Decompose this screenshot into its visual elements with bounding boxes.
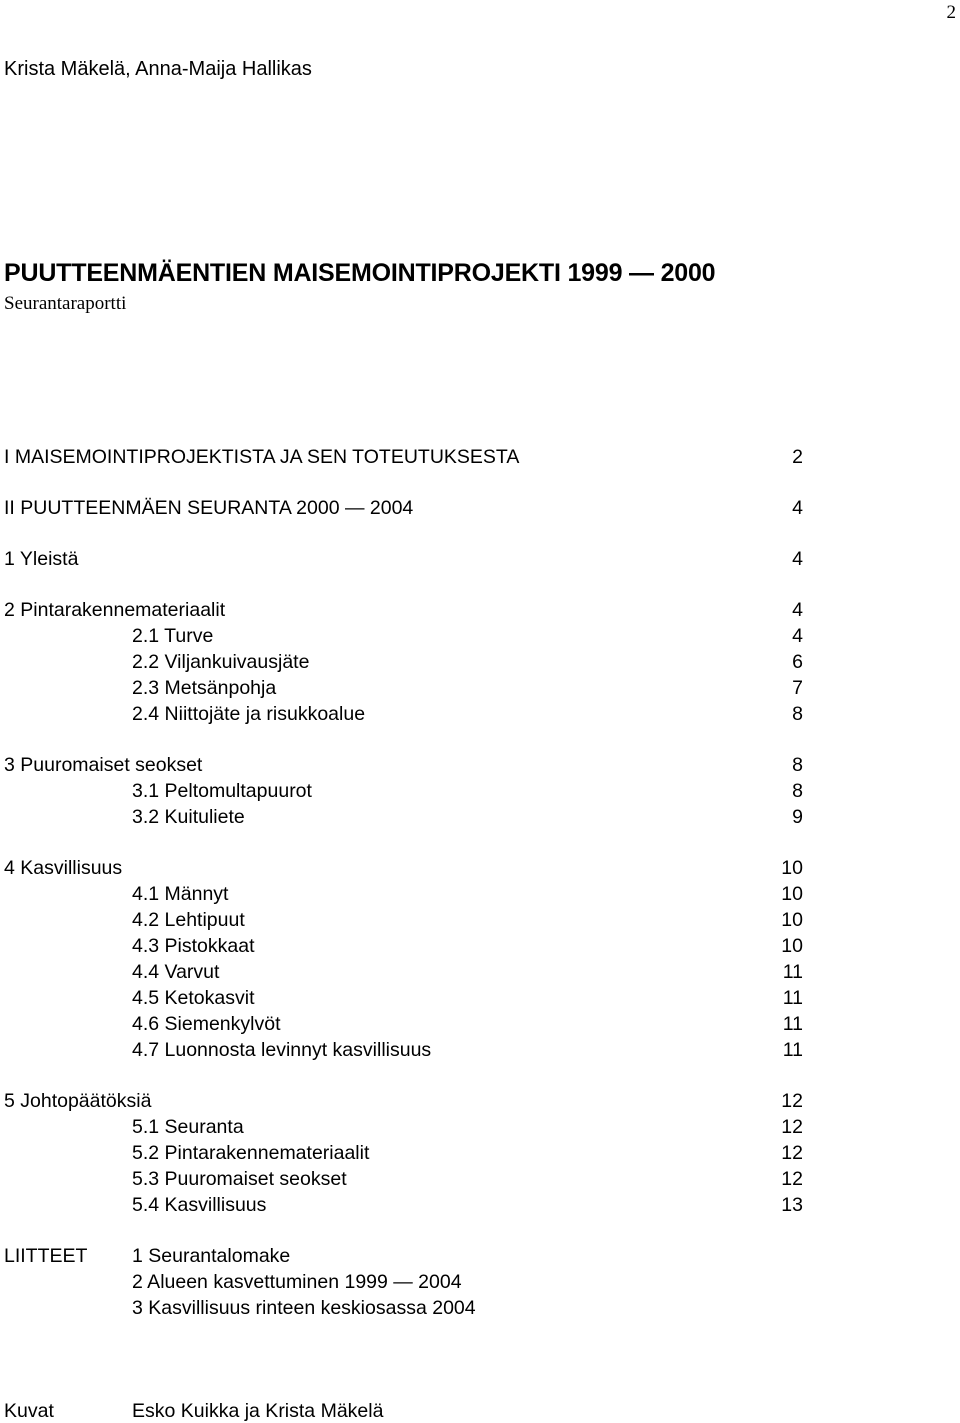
credits-value: Esko Kuikka ja Krista Mäkelä <box>132 1400 384 1422</box>
toc-entry-page: 11 <box>782 987 803 1009</box>
toc-entry-page: 4 <box>792 599 803 621</box>
toc-entry-label: 1 Yleistä <box>4 548 79 570</box>
toc-entry <box>0 1039 960 1063</box>
toc-entry <box>0 703 960 727</box>
toc-entry-page: 6 <box>792 651 803 673</box>
toc-entry <box>0 548 960 572</box>
toc-entry-label: 4.4 Varvut <box>132 961 220 983</box>
toc-entry <box>0 806 960 830</box>
toc-entry <box>0 446 960 470</box>
toc-entry-page: 2 <box>792 446 803 468</box>
toc-entry-page: 8 <box>792 780 803 802</box>
appendix-item: 2 Alueen kasvettuminen 1999 — 2004 <box>132 1271 462 1293</box>
credits-label: Kuvat <box>4 1400 54 1422</box>
toc-entry-page: 12 <box>781 1116 803 1138</box>
toc-entry <box>0 935 960 959</box>
toc-entry-page: 4 <box>792 548 803 570</box>
appendices-heading: LIITTEET <box>4 1245 88 1267</box>
toc-entry-label: 2.4 Niittojäte ja risukkoalue <box>132 703 366 725</box>
toc-entry <box>0 754 960 778</box>
toc-entry <box>0 987 960 1011</box>
toc-entry <box>0 1142 960 1166</box>
toc-entry-page: 4 <box>792 497 803 519</box>
toc-entry <box>0 1168 960 1192</box>
toc-entry-label: I MAISEMOINTIPROJEKTISTA JA SEN TOTEUTUKSESTA <box>4 446 520 468</box>
toc-entry-label: II PUUTTEENMÄEN SEURANTA 2000 — 2004 <box>4 497 414 519</box>
toc-entry-page: 4 <box>792 625 803 647</box>
toc-entry <box>0 909 960 933</box>
toc-entry <box>0 1013 960 1037</box>
toc-entry <box>0 857 960 881</box>
toc-entry-page: 10 <box>781 857 803 879</box>
toc-entry-label: 4.7 Luonnosta levinnyt kasvillisuus <box>132 1039 432 1061</box>
toc-entry <box>0 780 960 804</box>
toc-entry-label: 5.2 Pintarakennemateriaalit <box>132 1142 370 1164</box>
toc-entry <box>0 883 960 907</box>
toc-entry <box>0 651 960 675</box>
toc-entry-page: 12 <box>781 1168 803 1190</box>
toc-entry-label: 5.4 Kasvillisuus <box>132 1194 267 1216</box>
toc-entry <box>0 961 960 985</box>
toc-entry-label: 5.3 Puuromaiset seokset <box>132 1168 347 1190</box>
toc-entry-page: 12 <box>781 1090 803 1112</box>
toc-entry-page: 7 <box>792 677 803 699</box>
toc-entry-label: 3.1 Peltomultapuurot <box>132 780 312 802</box>
toc-entry-label: 2.1 Turve <box>132 625 214 647</box>
toc-entry-label: 4.1 Männyt <box>132 883 229 905</box>
toc-entry-page: 10 <box>781 883 803 905</box>
toc-entry-label: 4.2 Lehtipuut <box>132 909 245 931</box>
toc-entry <box>0 1116 960 1140</box>
toc-entry-page: 8 <box>792 703 803 725</box>
toc-entry <box>0 1194 960 1218</box>
authors: Krista Mäkelä, Anna-Maija Hallikas <box>4 58 312 80</box>
toc-entry-label: 3.2 Kuituliete <box>132 806 245 828</box>
toc-entry-label: 2.2 Viljankuivausjäte <box>132 651 310 673</box>
document-subtitle: Seurantaraportti <box>4 293 127 314</box>
toc-entry-page: 10 <box>781 909 803 931</box>
page-number: 2 <box>946 2 956 23</box>
toc-entry <box>0 599 960 623</box>
document-title: PUUTTEENMÄENTIEN MAISEMOINTIPROJEKTI 1999 — 2000 <box>4 259 716 287</box>
toc-entry-label: 2.3 Metsänpohja <box>132 677 277 699</box>
toc-entry-label: 4 Kasvillisuus <box>4 857 123 879</box>
toc-entry-label: 5 Johtopäätöksiä <box>4 1090 152 1112</box>
toc-entry-label: 4.6 Siemenkylvöt <box>132 1013 281 1035</box>
toc-entry-page: 12 <box>781 1142 803 1164</box>
appendix-item: 1 Seurantalomake <box>132 1245 291 1267</box>
toc-entry-label: 2 Pintarakennemateriaalit <box>4 599 226 621</box>
toc-entry-page: 10 <box>781 935 803 957</box>
toc-entry-page: 11 <box>782 1039 803 1061</box>
toc-entry <box>0 1090 960 1114</box>
toc-entry <box>0 625 960 649</box>
toc-entry <box>0 677 960 701</box>
toc-entry-page: 13 <box>781 1194 803 1216</box>
toc-entry-label: 4.3 Pistokkaat <box>132 935 255 957</box>
toc-entry-label: 4.5 Ketokasvit <box>132 987 255 1009</box>
toc-entry-label: 3 Puuromaiset seokset <box>4 754 203 776</box>
toc-entry-page: 11 <box>782 1013 803 1035</box>
toc-entry-page: 9 <box>792 806 803 828</box>
toc-entry-page: 11 <box>782 961 803 983</box>
toc-entry-label: 5.1 Seuranta <box>132 1116 244 1138</box>
appendix-item: 3 Kasvillisuus rinteen keskiosassa 2004 <box>132 1297 476 1319</box>
toc-entry-page: 8 <box>792 754 803 776</box>
toc-entry <box>0 497 960 521</box>
